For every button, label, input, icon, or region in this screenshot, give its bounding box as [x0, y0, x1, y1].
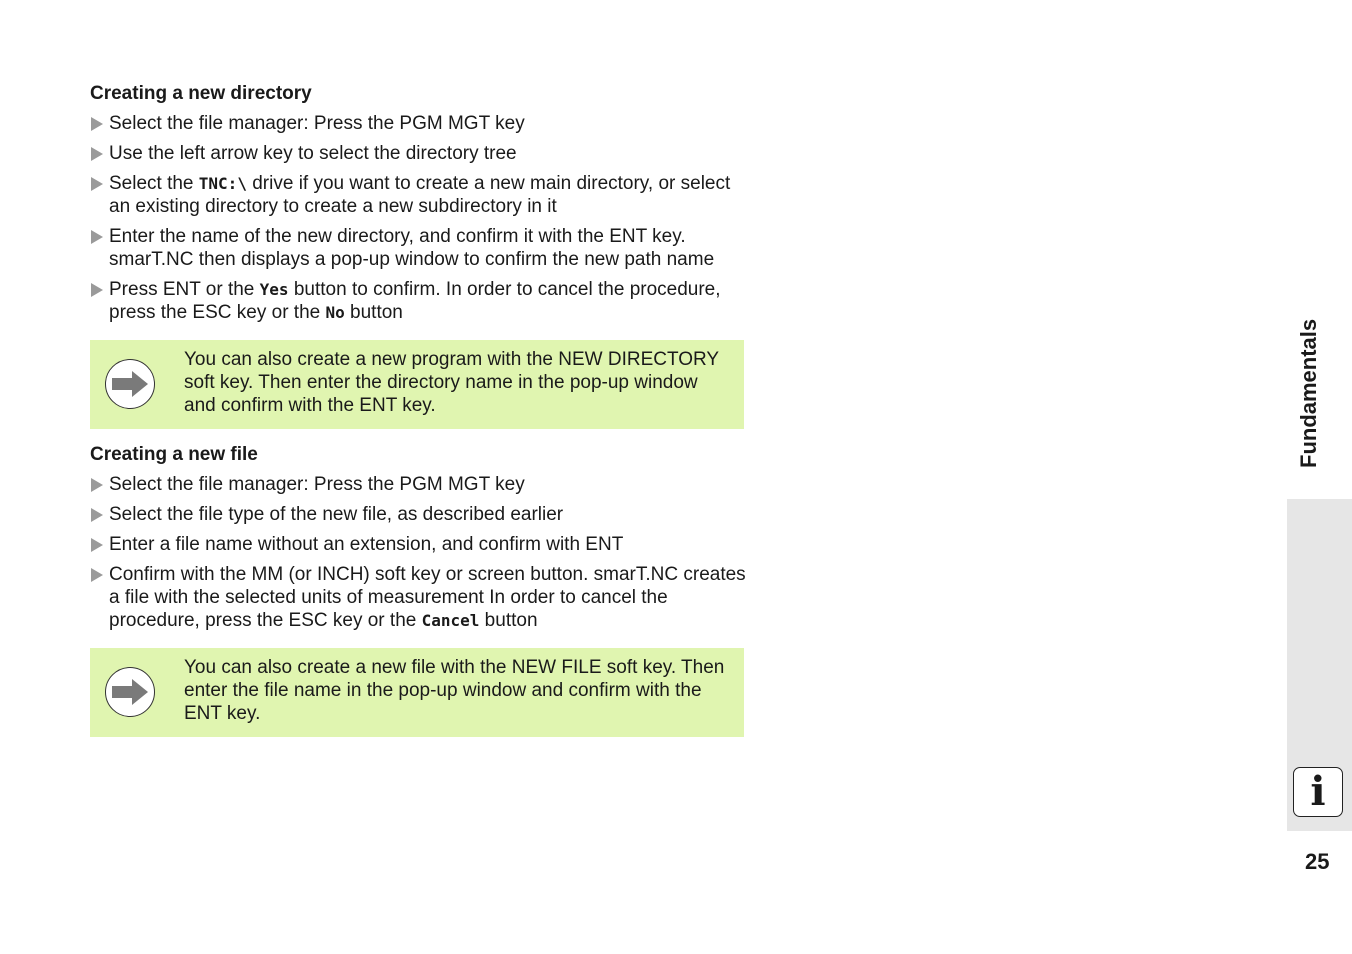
step-code-cancel: Cancel [421, 611, 480, 630]
step-item [90, 533, 750, 556]
note-box-new-file [90, 648, 744, 737]
step-item [90, 112, 750, 135]
step-text-mid: button to confirm. In order to cancel the procedure, press the ESC key or the [109, 279, 721, 323]
note-box-new-directory [90, 340, 744, 429]
step-text-pre: Select the [109, 173, 199, 194]
step-code-tnc: TNC:\ [198, 174, 247, 193]
step-text-pre: Confirm with the MM (or INCH) soft key or screen button. smarT.NC creates a file with the selected units of measurement In order to cancel the procedure, press the ESC key or the [109, 564, 746, 631]
step-item [90, 278, 750, 324]
step-item [90, 503, 750, 526]
step-text-post: button [479, 610, 538, 631]
step-text: Enter the name of the new directory, and confirm it with the ENT key. smarT.NC then displays a pop-up window to confirm the new path name [109, 226, 715, 270]
main-content [90, 82, 750, 751]
note-text: You can also create a new file with the NEW FILE soft key. Then enter the file name in the pop-up window and confirm with the ENT key. [184, 657, 725, 724]
step-item [90, 225, 750, 271]
step-code-yes: Yes [259, 280, 289, 299]
step-triangle-icon [91, 568, 103, 582]
arrow-right-icon [105, 667, 155, 717]
info-icon [1293, 767, 1343, 817]
step-item [90, 563, 750, 632]
step-triangle-icon [91, 538, 103, 552]
steps-list-new-file [90, 473, 750, 632]
chapter-label: Fundamentals [1296, 318, 1321, 468]
step-text-pre: Press ENT or the [109, 279, 260, 300]
step-text: Enter a file name without an extension, and confirm with ENT [109, 534, 624, 555]
step-triangle-icon [91, 283, 103, 297]
step-text: Select the file type of the new file, as described earlier [109, 504, 564, 525]
step-triangle-icon [91, 147, 103, 161]
page-number: 25 [1305, 849, 1330, 874]
step-code-no: No [325, 303, 345, 322]
step-text: Use the left arrow key to select the directory tree [109, 143, 517, 164]
section-heading-new-file: Creating a new file [90, 444, 258, 465]
step-triangle-icon [91, 478, 103, 492]
step-triangle-icon [91, 230, 103, 244]
step-item [90, 473, 750, 496]
step-text-post: button [344, 302, 403, 323]
step-triangle-icon [91, 177, 103, 191]
step-triangle-icon [91, 117, 103, 131]
section-heading-new-directory: Creating a new directory [90, 83, 312, 104]
note-text: You can also create a new program with the NEW DIRECTORY soft key. Then enter the directory name in the pop-up window and confirm with the ENT key. [184, 349, 719, 416]
steps-list-new-directory [90, 112, 750, 324]
arrow-right-icon [105, 359, 155, 409]
step-triangle-icon [91, 508, 103, 522]
info-glyph: i [1310, 768, 1326, 815]
step-item [90, 142, 750, 165]
step-text: Select the file manager: Press the PGM MGT key [109, 474, 525, 495]
step-item [90, 172, 750, 218]
step-text: Select the file manager: Press the PGM MGT key [109, 113, 525, 134]
step-text-post: drive if you want to create a new main directory, or select an existing directory to create a new subdirectory in it [109, 173, 731, 217]
